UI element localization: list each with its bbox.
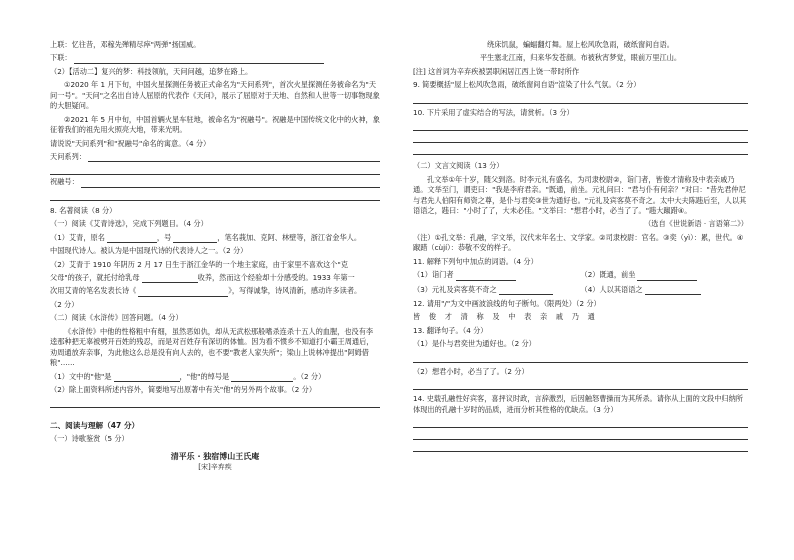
q11-item-4: （4）人以其语语之	[580, 284, 643, 294]
q8-1-text-b: ，号	[156, 232, 172, 242]
q8-2-line-d	[50, 286, 380, 296]
poem-title: 清平乐 · 独宿博山王氏庵	[170, 451, 260, 461]
activity2-paragraph-1: ①2020 年 1 月下旬，中国火星探测任务被正式命名为"天问系列"，首次火星探测任务被命名为"天问一号"。"天问"之名出自诗人屈原的代表作《天问》，展示了屈原对于天地、自然和人世等一切事物现象的大胆疑问。	[50, 80, 380, 111]
q8-q2: （2）除上面资料所述内容外，简要地写出原著中有关"他"的另外两个故事。（2 分）	[50, 384, 317, 394]
q8-q1-text-c: 。（2 分）	[293, 371, 326, 381]
q8-2-text-b: 父母"的孩子，就托付给乳母	[50, 273, 140, 282]
zhurong-label: 祝融号：	[50, 177, 79, 187]
q14-answer-rule-2[interactable]	[413, 430, 748, 440]
q8-2-text-e: 》，写得诚挚，诗风清新，感动许多读者。	[228, 286, 362, 296]
q14-answer-rule-3[interactable]	[413, 442, 748, 452]
q11-blank-3[interactable]	[499, 287, 553, 295]
q10-prompt: 10. 下片采用了虚实结合的写法，请赏析。（3 分）	[413, 107, 574, 117]
zhurong-answer-line	[50, 177, 380, 187]
couplet-lower-blank[interactable]	[74, 56, 324, 64]
part2-sub1: （一）诗歌鉴赏（5 分）	[50, 434, 129, 444]
q13-item-2: （2）想君小时，必当了了。（2 分）	[413, 366, 529, 376]
q8-q1-text-b: ，"他"的绰号是	[179, 371, 230, 381]
poem-note: [注] 这首词为辛弃疾被罢职闲居江西上饶一带时所作	[413, 66, 580, 76]
zhurong-answer-blank[interactable]	[81, 180, 380, 188]
poem-author: [宋]辛弃疾	[198, 463, 232, 472]
q14-prompt: 14. 史载孔融性好宾客，喜抨议时政，言辞激烈，后因触怒曹操而为其所杀。请你从上面的文段中归纳所体现出的孔融十岁时的品质，进而分析其性格的优缺点。（3 分）	[413, 394, 743, 414]
q11-row-1	[413, 270, 748, 280]
activity2-title: （2）【活动二】复兴的梦：科技领航，天问问越，追梦在路上。	[50, 66, 253, 76]
q8-q1-text-a: （1）文中的"他"是	[50, 371, 112, 381]
q8-sub2: （二）阅读《水浒传》回答问题。（4 分）	[50, 313, 183, 323]
poem-line-1: 绕床饥鼠，蝙蝠翻灯舞。屋上松风吹急雨，破纸窗间自语。	[487, 40, 674, 49]
q8-1-text-d: 中国现代诗人。被认为是中国现代诗的代表诗人之一。（2 分）	[50, 246, 248, 256]
q8-1-blank-hao[interactable]	[173, 235, 217, 243]
q8-title: 8. 名著阅读（8 分）	[50, 205, 117, 215]
q11-item-2: （2）既通，前坐	[580, 270, 636, 280]
q10-answer-rule-1[interactable]	[413, 121, 748, 131]
q8-q2-answer-rule[interactable]	[50, 398, 380, 408]
part2-title: 二、阅读与理解（47 分）	[50, 421, 140, 431]
q8-1-blank-name[interactable]	[107, 235, 157, 243]
couplet-upper: 上联：忆往昔，邓稼先殚精尽瘁"两弹"扬国威。	[50, 40, 201, 49]
q12-sentence[interactable]: 皆 俊 才 清 称 及 中 表 亲 戚 乃 通	[413, 312, 598, 322]
q8-q1-blank-who[interactable]	[114, 374, 180, 382]
q10-answer-rule-2[interactable]	[413, 133, 748, 143]
zhurong-answer-rule[interactable]	[50, 191, 380, 201]
q11-blank-2[interactable]	[637, 273, 697, 281]
q8-passage: 《水浒传》中他的性格粗中有细，虽然恶如仇，却从无武松那般嗜杀连杀十五人的血腥，也没有李逵那种把无辜被劈开百姓的残忍，而是对百姓存有深切的体恤。因为看不惯乡不知道打小霸王周通后，劝周通放弃亲事，为此他这么总是没有向人去的，也不要"教老人家失所"；梁山上说林冲提出"阿姆借粮"……	[50, 326, 374, 368]
q8-2-text-f: （2 分）	[50, 299, 79, 309]
q8-1-line	[50, 233, 380, 243]
q8-q1-line	[50, 372, 380, 382]
q8-2-blank-nurse[interactable]	[142, 275, 198, 283]
q13-answer-rule-2[interactable]	[413, 380, 748, 390]
q10-answer-rule-3[interactable]	[413, 145, 748, 155]
q9-prompt: 9. 简要概括"屋上松风吹急雨，破纸窗间自语"渲染了什么气氛。（2 分）	[413, 80, 641, 90]
right-column	[413, 40, 748, 454]
activity2-prompt: 请说说"天问系列"和"祝融号"命名的寓意。（4 分）	[50, 138, 211, 148]
q8-2-blank-poem[interactable]	[138, 289, 228, 297]
left-column	[50, 40, 380, 473]
q11-blank-1[interactable]	[456, 273, 516, 281]
q13-answer-rule-1[interactable]	[413, 353, 748, 363]
classical-passage: 孔文举①年十岁，随父到洛。时李元礼有盛名，为司隶校尉②，诣门者，皆俊才清称及中表亲戚乃通。文举至门，谓吏曰："我是李府君亲。"既通，前坐。元礼问曰："君与仆有何亲？"对曰："昔先君仲尼与君先人伯阳有师资之尊，是仆与君奕③世为通好也。"元礼及宾客莫不奇之。太中大夫陈韪后至，人以其语语之，韪曰："小时了了，大未必佳。"文举曰："想君小时，必当了了。"韪大踧踖④。	[413, 174, 747, 215]
q8-2-text-a: （2）艾青于 1910 年阴历 2 月 17 日生于浙江金华的一个地主家庭，由于家里不喜欢这个"克	[50, 259, 348, 269]
q12-prompt: 12. 请用"/"为文中画波浪线的句子断句。（限两处）（2 分）	[413, 299, 601, 308]
q11-blank-4[interactable]	[645, 287, 701, 295]
tianwen-label: 天问系列：	[50, 151, 86, 161]
q11-prompt: 11. 解释下列句中加点的词语。（4 分）	[413, 256, 538, 266]
tianwen-answer-blank[interactable]	[88, 154, 380, 162]
classical-note: （注）①孔文举：孔融，字文举，汉代末年名士、文学家。②司隶校尉：官名。③奕（yì）：累，世代。④踧踖（cùjí）：恭敬不安的样子。	[413, 232, 744, 253]
q9-answer-rule[interactable]	[413, 94, 748, 104]
q11-row-2	[413, 285, 748, 295]
poem-line-2: 平生塞北江南，归来华发苍颜。布被秋宵梦觉，眼前万里江山。	[479, 53, 682, 63]
classical-title: （二）文言文阅读（13 分）	[413, 161, 504, 171]
q8-q1-blank-nickname[interactable]	[231, 374, 293, 382]
activity2-paragraph-2: ②2021 年 5 月中旬，中国首辆火星车驻地，被命名为"祝融号"。祝融是中国传统文化中的火神，象征着我们的祖先用火照亮大地，带来光明。	[50, 114, 380, 135]
q8-2-line-b	[50, 273, 380, 283]
q11-item-3: （3）元礼及宾客莫不奇之	[413, 284, 497, 294]
q8-1-text-c: ，笔名莪加、克阿、林壁等，浙江省金华人。	[217, 232, 362, 242]
classical-source: （选自《世说新语 · 言语第二》）	[644, 219, 748, 229]
q14-answer-rule-1[interactable]	[413, 418, 748, 428]
q8-sub1: （一）阅读《艾青诗选》，完成下列题目。（4 分）	[50, 219, 208, 229]
q8-2-text-c: 收养，然而这个经验却十分感受的。1933 年第一	[197, 273, 355, 282]
q13-prompt: 13. 翻译句子。（4 分）	[413, 325, 488, 335]
q8-2-text-d: 次用艾青的笔名发表长诗《	[50, 286, 137, 296]
tianwen-answer-line	[50, 152, 380, 162]
couplet-lower-line	[50, 53, 380, 63]
q11-item-1: （1）诣门者	[413, 270, 454, 280]
tianwen-answer-rule[interactable]	[50, 165, 380, 175]
q13-item-1: （1）是仆与君奕世为通好也。（2 分）	[413, 339, 536, 349]
q8-1-text-a: （1）艾青，原名	[50, 232, 105, 242]
couplet-lower-label: 下联：	[50, 53, 72, 63]
